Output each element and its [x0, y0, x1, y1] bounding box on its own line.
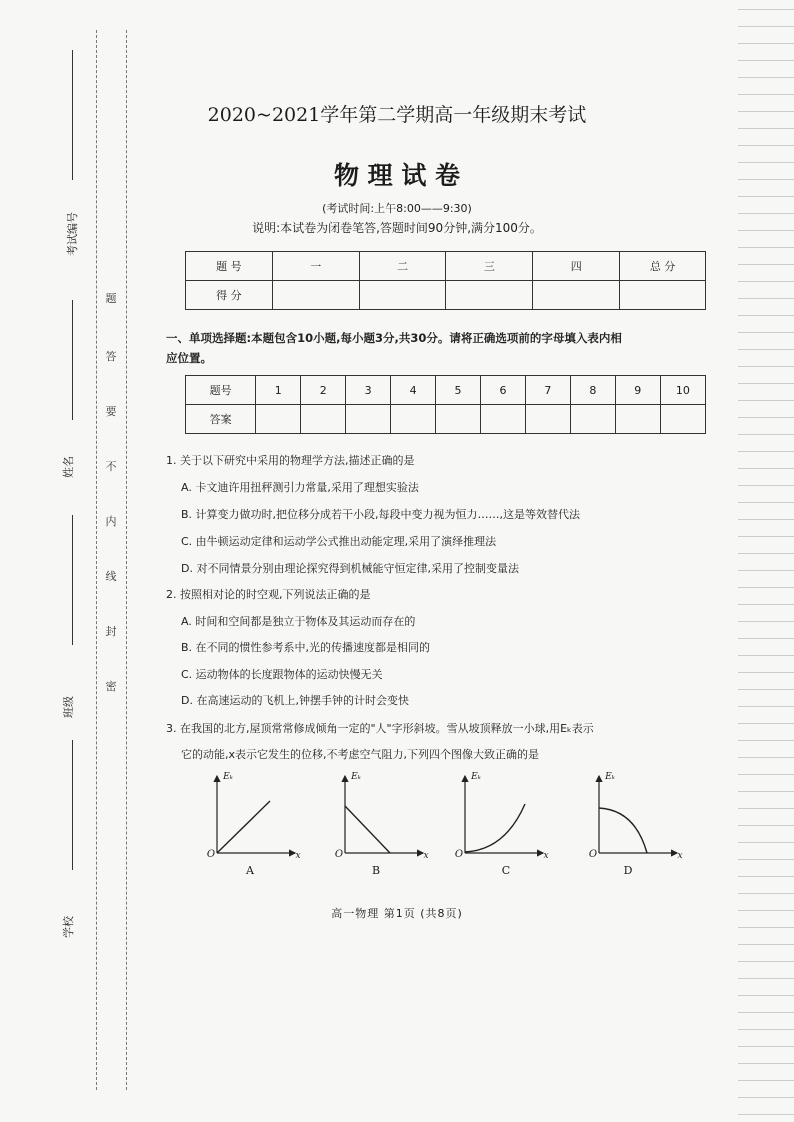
- graph-d: [599, 776, 677, 853]
- graph-b-y-label: Eₖ: [351, 772, 361, 782]
- score-cell[interactable]: [620, 281, 706, 310]
- subject-title: 物 理 试 卷: [333, 161, 461, 190]
- graph-c-option: C: [501, 864, 511, 877]
- score-header-cell: 总 分: [620, 252, 706, 281]
- answer-number-cell: 9: [615, 376, 660, 405]
- score-table-header-row: [186, 252, 706, 281]
- graph-a-option: A: [246, 864, 254, 877]
- question-1-option-c: C. 由牛顿运动定律和运动学公式推出动能定理,采用了演绎推理法: [181, 535, 497, 548]
- answer-cell[interactable]: [301, 405, 346, 434]
- answer-cell[interactable]: [256, 405, 301, 434]
- answer-row-label: 答案: [186, 405, 256, 434]
- section1-instructions-line1: 一、单项选择题:本题包含10小题,每小题3分,共30分。请将正确选项前的字母填入表内相: [166, 331, 622, 345]
- graph-d-x-label: x: [677, 851, 683, 861]
- score-header-cell: 一: [272, 252, 359, 281]
- answer-number-cell: 8: [570, 376, 615, 405]
- question-3-stem-line1: 3. 在我国的北方,屋顶常常修成倾角一定的"人"字形斜坡。雪从坡顶释放一小球,用Eₖ表示: [166, 722, 594, 735]
- answer-number-cell: 2: [301, 376, 346, 405]
- graph-b-x-label: x: [423, 851, 429, 861]
- answer-number-cell: 1: [256, 376, 301, 405]
- class-line: [72, 515, 73, 645]
- answer-header-label: 题号: [186, 376, 256, 405]
- graph-a-curve: [217, 801, 270, 853]
- answer-number-cell: 6: [481, 376, 526, 405]
- graph-c-curve: [465, 804, 525, 852]
- question-2-option-b: B. 在不同的惯性参考系中,光的传播速度都是相同的: [181, 641, 431, 654]
- question-2-option-d: D. 在高速运动的飞机上,钟摆手钟的计时会变快: [181, 694, 409, 707]
- graph-d-origin: O: [588, 849, 598, 860]
- graph-a-origin: O: [206, 849, 216, 860]
- seal-char: 密: [105, 680, 117, 693]
- graph-c-origin: O: [454, 849, 464, 860]
- question-2-option-a: A. 时间和空间都是独立于物体及其运动而存在的: [181, 615, 416, 628]
- graph-b-option: B: [371, 864, 381, 877]
- answer-cell[interactable]: [436, 405, 481, 434]
- seal-char: 内: [105, 515, 117, 528]
- exam-time: (考试时间:上午8:00——9:30): [322, 202, 472, 215]
- answer-cell[interactable]: [615, 405, 660, 434]
- name-line: [72, 300, 73, 420]
- graph-d-y-label: Eₖ: [605, 772, 615, 782]
- graph-a-y-label: Eₖ: [223, 772, 233, 782]
- graph-a: [217, 776, 295, 853]
- exam-title: 2020~2021学年第二学期高一年级期末考试: [207, 104, 587, 126]
- instructions: 说明:本试卷为闭卷笔答,答题时间90分钟,满分100分。: [252, 221, 542, 235]
- graph-b: [345, 776, 423, 853]
- graph-b-origin: O: [334, 849, 344, 860]
- answer-cell[interactable]: [346, 405, 391, 434]
- seal-char: 线: [105, 570, 117, 583]
- graph-c: [465, 776, 543, 853]
- answer-number-cell: 10: [660, 376, 705, 405]
- class-label: 班级: [62, 696, 75, 718]
- question-2-stem: 2. 按照相对论的时空观,下列说法正确的是: [166, 588, 371, 601]
- score-header-cell: 题 号: [186, 252, 273, 281]
- score-table-score-row: [186, 281, 706, 310]
- school-line: [72, 740, 73, 870]
- answer-table-number-row: [186, 376, 706, 405]
- answer-number-cell: 5: [436, 376, 481, 405]
- question-3-stem-line2: 它的动能,x表示它发生的位移,不考虑空气阻力,下列四个图像大致正确的是: [181, 748, 539, 761]
- answer-cell[interactable]: [525, 405, 570, 434]
- graph-d-option: D: [623, 864, 633, 877]
- answer-number-cell: 4: [391, 376, 436, 405]
- answer-cell[interactable]: [660, 405, 705, 434]
- question-1-stem: 1. 关于以下研究中采用的物理学方法,描述正确的是: [166, 454, 415, 467]
- answer-cell[interactable]: [481, 405, 526, 434]
- graph-d-curve: [599, 808, 647, 853]
- graph-c-x-label: x: [543, 851, 549, 861]
- score-header-cell: 三: [446, 252, 533, 281]
- answer-table: [185, 375, 706, 434]
- seal-char: 封: [105, 625, 117, 638]
- score-cell[interactable]: [359, 281, 446, 310]
- graph-c-y-label: Eₖ: [471, 772, 481, 782]
- score-cell[interactable]: [272, 281, 359, 310]
- answer-cell[interactable]: [570, 405, 615, 434]
- score-table: [185, 251, 706, 310]
- question-1-option-a: A. 卡文迪许用扭秤测引力常量,采用了理想实验法: [181, 481, 419, 494]
- seal-char: 答: [105, 350, 117, 363]
- answer-number-cell: 7: [525, 376, 570, 405]
- question-1-option-d: D. 对不同情景分别由理论探究得到机械能守恒定律,采用了控制变量法: [181, 562, 519, 575]
- school-label: 学校: [62, 916, 75, 938]
- exam-number-label: 考试编号: [66, 212, 79, 256]
- seal-char: 题: [105, 292, 117, 305]
- score-header-cell: 四: [533, 252, 620, 281]
- score-cell[interactable]: [446, 281, 533, 310]
- score-cell[interactable]: [533, 281, 620, 310]
- answer-table-answer-row: [186, 405, 706, 434]
- seal-char: 要: [105, 405, 117, 418]
- page-footer: 高一物理 第1页 (共8页): [331, 907, 463, 920]
- answer-number-cell: 3: [346, 376, 391, 405]
- answer-cell[interactable]: [391, 405, 436, 434]
- question-2-option-c: C. 运动物体的长度跟物体的运动快慢无关: [181, 668, 383, 681]
- section1-instructions-line2: 应位置。: [166, 351, 212, 365]
- name-label: 姓名: [62, 456, 75, 478]
- question-1-option-b: B. 计算变力做功时,把位移分成若干小段,每段中变力视为恒力……,这是等效替代法: [181, 508, 581, 521]
- graph-b-curve: [345, 806, 390, 853]
- seal-char: 不: [105, 460, 117, 473]
- score-header-cell: 二: [359, 252, 446, 281]
- score-row-label: 得 分: [186, 281, 273, 310]
- graph-a-x-label: x: [295, 851, 301, 861]
